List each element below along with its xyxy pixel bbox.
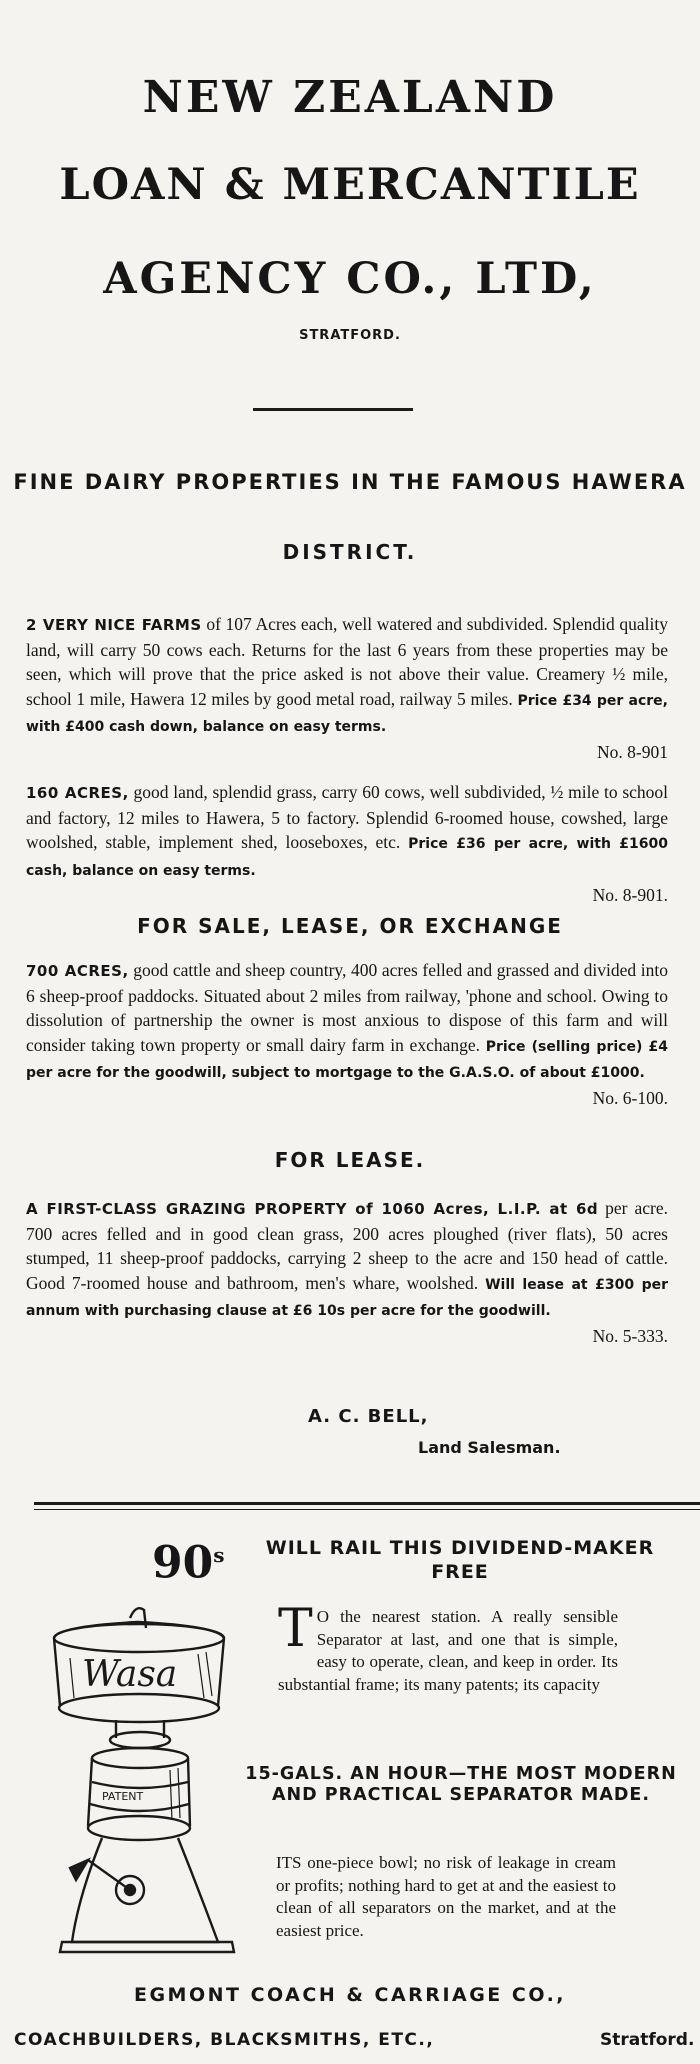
listing-4-terms: Will lease at £300 per annum with purchasing clause at £6 10s per acre for the goodwill. (26, 1276, 668, 1319)
listing-2-terms: Price £36 per acre, with £1600 cash, balance on easy terms. (26, 836, 668, 879)
listing-3-text: good cattle and sheep country, 400 acres felled and grassed and divided into 6 sheep-proof paddocks. Situated about 2 miles from railway, 'phone and school. Owing to dissolution of partnership the owner is most anxious to dispose of this farm and will consider taking town property or small dairy farm in exchange. (26, 960, 668, 1055)
listing-3-terms: Price (selling price) £4 per acre for the goodwill, subject to mortgage to the G.A.S.O. of about £1000. (26, 1038, 669, 1081)
listing-2-ref: No. 8-901. (592, 885, 668, 905)
listing-4-text: per acre. 700 acres felled and in good clean grass, 200 acres ploughed (river flats), 50 acres stumped, 11 sheep-proof paddocks, carrying 2 sheep to the acre and 150 head of cattle. Good 7-roomed house and bathroom, men's whare, woolshed. (26, 1198, 668, 1293)
company-name-line3: AGENCY CO., LTD, (103, 254, 597, 304)
section1-subheading: DISTRICT. (282, 540, 418, 564)
signature-title: Land Salesman. (418, 1438, 561, 1457)
advert-para1-text: O the nearest station. A really sensible Separator at last, and one that is simple, easy to operate, clean, and keep in order. Its substantial frame; its many patents; its capacity (278, 1607, 618, 1694)
listing-3 (26, 958, 668, 1110)
listing-1-ref: No. 8-901 (597, 741, 668, 762)
advert-price (152, 1532, 225, 1587)
section2-heading: FOR SALE, LEASE, OR EXCHANGE (137, 914, 563, 938)
listing-3-ref: No. 6-100. (592, 1087, 668, 1108)
company-name-line2: LOAN & MERCANTILE (59, 160, 641, 210)
advert-para2-text: ITS one-piece bowl; no risk of leakage in cream or profits; nothing hard to get at and the easiest to clean of all separators on the market, and at the easiest price. (276, 1853, 616, 1940)
signature-name: A. C. BELL, (308, 1406, 429, 1427)
listing-1-text: of 107 Acres each, well watered and subdivided. Splendid quality land, will carry 50 cows each. Returns for the last 6 years from these properties may be seen, which will prove that the price asked is not above their value. Creamery ½ mile, school 1 mile, Hawera 12 miles by good metal road, railway 5 miles. (26, 614, 668, 709)
advert-dropcap: T (278, 1599, 313, 1659)
advert-top-rule (34, 1502, 700, 1505)
separator-brand-label: Wasa (82, 1654, 178, 1695)
advert-top-rule-thin (34, 1509, 700, 1510)
listing-1-lead: 2 VERY NICE FARMS (26, 616, 202, 634)
advert-paragraph-2 (276, 1852, 616, 1942)
listing-3-lead: 700 ACRES, (26, 962, 129, 980)
separator-patent-label: PATENT (102, 1790, 144, 1803)
listing-2-lead: 160 ACRES, (26, 784, 129, 802)
advert-paragraph-1 (278, 1599, 618, 1696)
section1-heading: FINE DAIRY PROPERTIES IN THE FAMOUS HAWERA (13, 470, 687, 494)
listing-4-ref: No. 5-333. (592, 1325, 668, 1346)
section3-heading: FOR LEASE. (274, 1148, 426, 1172)
company-location: STRATFORD. (299, 328, 401, 343)
footer-trades: COACHBUILDERS, BLACKSMITHS, ETC., (14, 2030, 435, 2050)
listing-4 (26, 1196, 668, 1348)
listing-2-text: good land, splendid grass, carry 60 cows, well subdivided, ½ mile to school and factory, 12 miles to Hawera, 5 to factory. Splendid 6-roomed house, cowshed, large woolshed, stable, implement shed, looseboxes, etc. (26, 782, 669, 852)
advert-headline: WILL RAIL THIS DIVIDEND-MAKER FREE (265, 1537, 655, 1583)
listing-1 (26, 612, 668, 764)
company-name-line1: NEW ZEALAND (142, 72, 558, 123)
advert-subheadline: 15-GALS. AN HOUR—THE MOST MODERN AND PRACTICAL SEPARATOR MADE. (245, 1764, 677, 1805)
footer-company: EGMONT COACH & CARRIAGE CO., (133, 1984, 567, 2006)
advert-price-value: 90 (152, 1537, 214, 1589)
header-divider (253, 408, 413, 411)
listing-4-lead: A FIRST-CLASS GRAZING PROPERTY of 1060 Acres, L.I.P. at 6d (26, 1200, 599, 1218)
listing-2 (26, 780, 668, 908)
footer-town: Stratford. (600, 2030, 695, 2050)
advert-price-suffix: s (213, 1543, 225, 1567)
listing-1-terms: Price £34 per acre, with £400 cash down, balance on easy terms. (26, 692, 668, 735)
